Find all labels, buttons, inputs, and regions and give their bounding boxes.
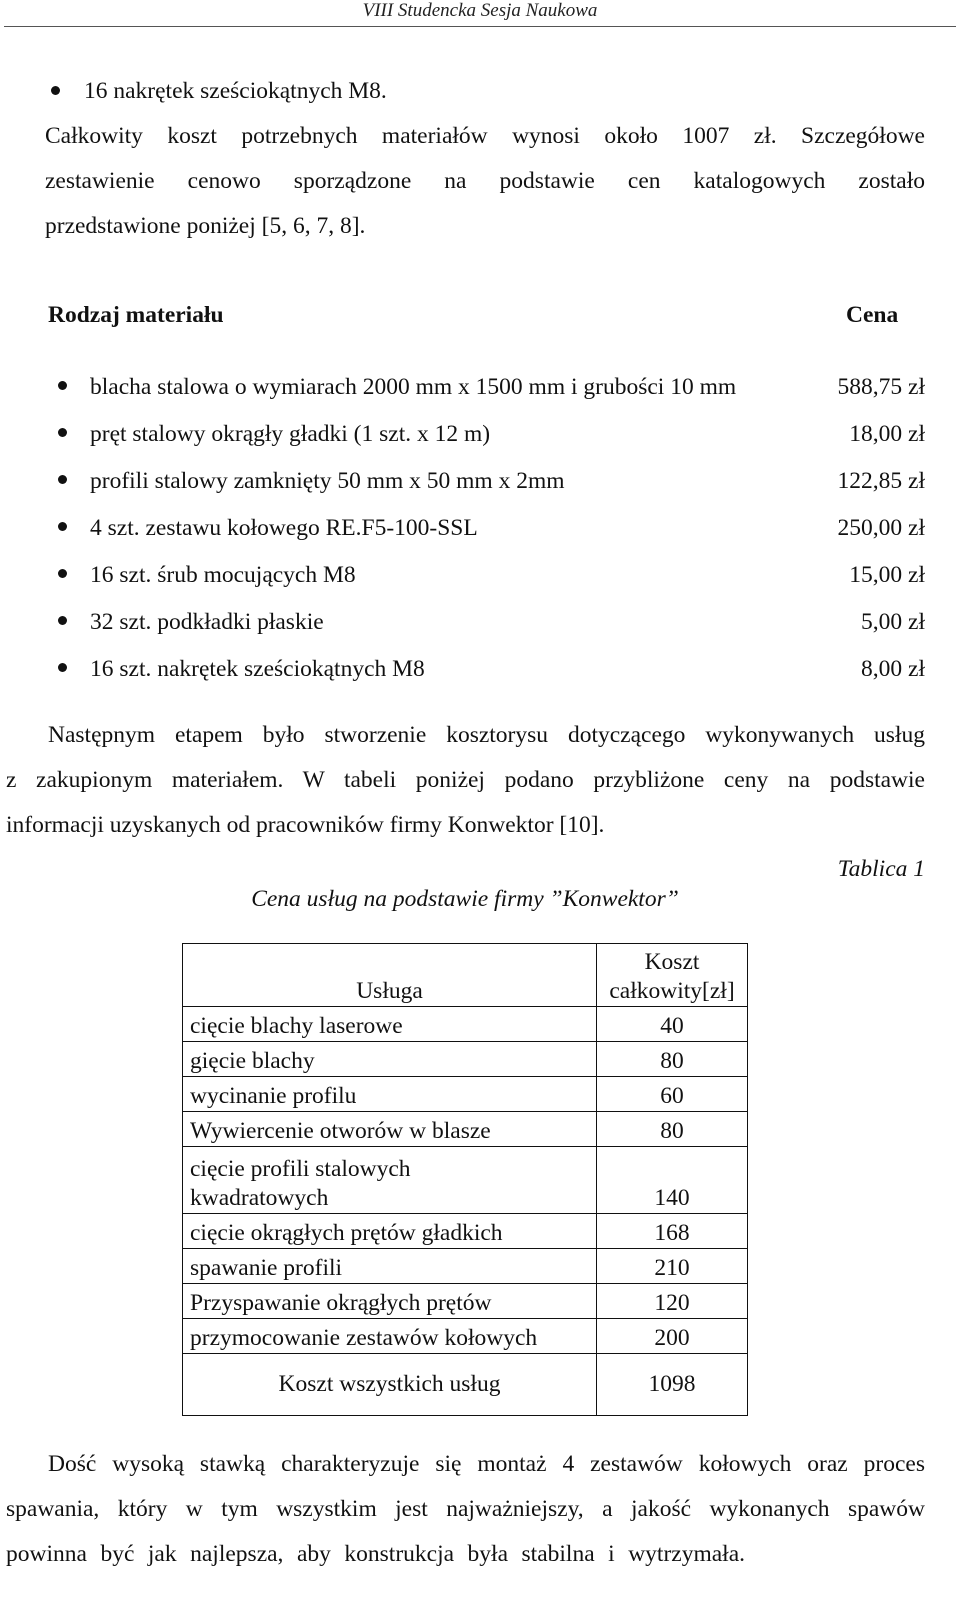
cost-header-line: całkowity[zł] [609,978,735,1004]
table-row [183,1319,748,1354]
cost-cell: 200 [597,1319,748,1354]
bullet-icon [58,616,67,625]
materials-header-price: Cena [846,302,899,328]
paragraph3-line: spawania, który w tym wszystkim jest najważniejszy, a jakość wykonanych spawów [6,1496,925,1522]
bullet-icon [58,522,67,531]
bullet-icon [58,428,67,437]
table-row [183,1147,748,1214]
material-name: 16 szt. nakrętek sześciokątnych M8 [90,656,425,682]
table-row [183,1042,748,1077]
material-price: 8,00 zł [861,656,925,682]
bullet-icon [58,663,67,672]
service-cell: cięcie okrągłych prętów gładkich [183,1214,597,1249]
paragraph2-line: z zakupionym materiałem. W tabeli poniżej podano przybliżone ceny na podstawie [6,767,925,793]
total-label-cell: Koszt wszystkich usług [183,1354,597,1416]
header-divider [4,26,956,27]
cost-cell: 120 [597,1284,748,1319]
service-cell: spawanie profili [183,1249,597,1284]
service-line: kwadratowych [190,1185,329,1211]
cost-cell: 168 [597,1214,748,1249]
bullet-icon [58,569,67,578]
services-table [182,943,748,1416]
service-line: cięcie profili stalowych [190,1156,411,1182]
paragraph1-line: zestawienie cenowo sporządzone na podstawie cen katalogowych zostało [45,168,925,194]
bullet-icon [51,86,60,95]
paragraph3-line: Dość wysoką stawką charakteryzuje się montaż 4 zestawów kołowych oraz proces [48,1451,925,1477]
table-row [183,1112,748,1147]
cost-header-line: Koszt [644,949,700,975]
table-row [183,1214,748,1249]
paragraph3-line: powinna być jak najlepsza, aby konstrukcja była stabilna i wytrzymała. [6,1541,745,1567]
intro-bullet-text: 16 nakrętek sześciokątnych M8. [84,78,387,104]
table-row [183,1077,748,1112]
material-name: blacha stalowa o wymiarach 2000 mm x 1500 mm i grubości 10 mm [90,374,737,400]
material-price: 15,00 zł [849,562,925,588]
service-cell: gięcie blachy [183,1042,597,1077]
running-header: VIII Studencka Sesja Naukowa [362,0,598,21]
material-name: 16 szt. śrub mocujących M8 [90,562,356,588]
material-price: 122,85 zł [837,468,925,494]
paragraph1-line: przedstawione poniżej [5, 6, 7, 8]. [45,213,366,239]
table-row [183,1249,748,1284]
paragraph1-line: Całkowity koszt potrzebnych materiałów wynosi około 1007 zł. Szczegółowe [45,123,925,149]
cost-cell: 210 [597,1249,748,1284]
cost-cell: 60 [597,1077,748,1112]
paragraph2-line: Następnym etapem było stworzenie kosztorysu dotyczącego wykonywanych usług [48,722,925,748]
service-cell: Wywiercenie otworów w blasze [183,1112,597,1147]
table-label: Tablica 1 [837,856,925,882]
table-total-row [183,1354,748,1416]
material-name: profili stalowy zamknięty 50 mm x 50 mm x 2mm [90,468,565,494]
cost-cell: 80 [597,1042,748,1077]
column-header-cost [597,944,748,1007]
bullet-icon [58,381,67,390]
material-name: 32 szt. podkładki płaskie [90,609,324,635]
material-name: pręt stalowy okrągły gładki (1 szt. x 12 m) [90,421,491,447]
table-header-row [183,944,748,1007]
material-price: 250,00 zł [837,515,925,541]
cost-cell: 140 [597,1147,748,1214]
cost-cell: 40 [597,1007,748,1042]
bullet-icon [58,475,67,484]
service-cell: cięcie blachy laserowe [183,1007,597,1042]
service-cell: przymocowanie zestawów kołowych [183,1319,597,1354]
material-price: 5,00 zł [861,609,925,635]
service-cell [183,1147,597,1214]
material-price: 588,75 zł [837,374,925,400]
table-row [183,1007,748,1042]
service-cell: Przyspawanie okrągłych prętów [183,1284,597,1319]
paragraph2-line: informacji uzyskanych od pracowników firmy Konwektor [10]. [6,812,605,838]
materials-header-name: Rodzaj materiału [48,302,224,328]
table-caption: Cena usług na podstawie firmy ”Konwektor” [251,886,679,912]
service-cell: wycinanie profilu [183,1077,597,1112]
material-price: 18,00 zł [849,421,925,447]
column-header-service: Usługa [183,944,597,1007]
material-name: 4 szt. zestawu kołowego RE.F5-100-SSL [90,515,478,541]
total-value-cell: 1098 [597,1354,748,1416]
table-row [183,1284,748,1319]
cost-cell: 80 [597,1112,748,1147]
